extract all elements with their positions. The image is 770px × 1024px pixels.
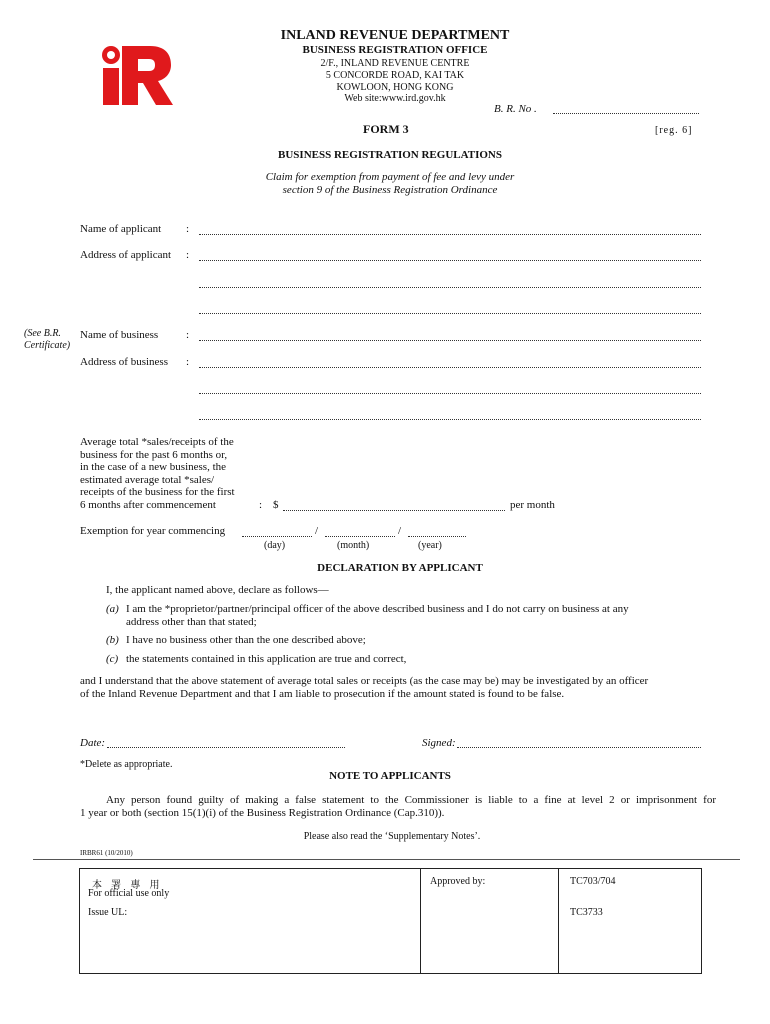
exemption-month-field[interactable] [325, 535, 395, 537]
tc-code-2: TC3733 [570, 907, 603, 918]
reg-ref: [reg. 6] [655, 125, 693, 136]
date-field[interactable] [107, 746, 345, 748]
declaration-title: DECLARATION BY APPLICANT [317, 562, 483, 574]
address-applicant-field-3[interactable] [199, 312, 701, 314]
item-b-text: I have no business other than the one described above; [126, 634, 366, 646]
address-applicant-field-1[interactable] [199, 259, 701, 261]
signed-label: Signed: [422, 737, 456, 749]
logo-text: IR [98, 40, 99, 41]
divider [33, 859, 740, 860]
form-title: FORM 3 [363, 122, 409, 136]
item-c-label: (c) [106, 653, 119, 665]
addr-line3: KOWLOON, HONG KONG [336, 82, 454, 93]
form-code: IRBR61 (10/2010) [80, 849, 133, 857]
item-b-label: (b) [106, 634, 119, 646]
supplementary-note: Please also read the ‘Supplementary Notes’. [303, 831, 481, 842]
date-label: Date: [80, 737, 106, 749]
subtitle-line2: section 9 of the Business Registration Ordinance [282, 184, 498, 196]
item-a-text-2: address other than that stated; [126, 616, 257, 628]
note-text-2: 1 year or both (section 15(1)(i) of the Business Registration Ordinance (Cap.310)). [80, 807, 445, 819]
name-applicant-field[interactable] [199, 233, 701, 235]
br-no-label: B. R. No . [494, 103, 537, 115]
exemption-year-field[interactable] [408, 535, 466, 537]
address-applicant-field-2[interactable] [199, 286, 701, 288]
note-title: NOTE TO APPLICANTS [329, 770, 451, 782]
address-business-field-2[interactable] [199, 392, 701, 394]
colon: : [259, 499, 263, 511]
office-title: BUSINESS REGISTRATION OFFICE [302, 44, 488, 56]
colon: : [186, 329, 190, 341]
month-caption: (month) [337, 540, 370, 551]
name-applicant-label: Name of applicant [80, 223, 162, 235]
slash: / [315, 525, 319, 537]
dept-title: INLAND REVENUE DEPARTMENT [280, 28, 510, 43]
colon: : [186, 249, 190, 261]
exemption-day-field[interactable] [242, 535, 312, 537]
subtitle-line1: Claim for exemption from payment of fee and levy under [265, 171, 515, 183]
name-business-field[interactable] [199, 339, 701, 341]
year-caption: (year) [418, 540, 442, 551]
official-use-box [79, 868, 702, 974]
colon: : [186, 223, 190, 235]
issue-ul-label: Issue UL: [88, 907, 128, 918]
dollar-sign: $ [273, 499, 279, 511]
br-no-field[interactable] [553, 112, 699, 114]
box-divider-2 [558, 869, 559, 973]
address-applicant-label: Address of applicant [80, 249, 172, 261]
note-text-1: Any person found guilty of making a false statement to the Commissioner is liable to a fine at level 2 or imprisonment for [106, 794, 716, 806]
see-br-note-1: (See B.R. [24, 328, 61, 339]
average-sales-field[interactable] [283, 509, 505, 511]
address-business-field-3[interactable] [199, 418, 701, 420]
exemption-label: Exemption for year commencing [80, 525, 226, 537]
signature-field[interactable] [457, 746, 701, 748]
addr-line1: 2/F., INLAND REVENUE CENTRE [320, 58, 470, 69]
box-divider-1 [420, 869, 421, 973]
day-caption: (day) [264, 540, 286, 551]
average-sales-label: Average total *sales/receipts of the business for the past 6 months or, in the case of a new business, the estimated average total *sales/ receipts of the business for the first 6 months after commencement [80, 436, 235, 511]
declaration-intro: I, the applicant named above, declare as follows— [106, 584, 329, 596]
per-month-label: per month [510, 499, 555, 511]
item-c-text: the statements contained in this application are true and correct, [126, 653, 407, 665]
tc-code-1: TC703/704 [570, 876, 616, 887]
item-a-text-1: I am the *proprietor/partner/principal officer of the above described business and I do not carry on business at any [126, 603, 629, 615]
ird-logo [98, 40, 174, 106]
understand-text-1: and I understand that the above statement of average total sales or receipts (as the case may be) may be investigated by an officer [80, 675, 649, 687]
address-business-field-1[interactable] [199, 366, 701, 368]
delete-note: *Delete as appropriate. [80, 759, 173, 770]
colon: : [186, 356, 190, 368]
see-br-note-2: Certificate) [24, 340, 71, 351]
chinese-official-label: 本 署 專 用 [92, 880, 163, 891]
understand-text-2: of the Inland Revenue Department and that I am liable to prosecution if the amount stated is found to be false. [80, 688, 565, 700]
item-a-label: (a) [106, 603, 119, 615]
website: Web site:www.ird.gov.hk [344, 93, 446, 104]
regulations-title: BUSINESS REGISTRATION REGULATIONS [278, 149, 502, 161]
approved-by-label: Approved by: [430, 876, 486, 887]
name-business-label: Name of business [80, 329, 159, 341]
official-use-label: For official use only [88, 888, 170, 899]
addr-line2: 5 CONCORDE ROAD, KAI TAK [325, 70, 465, 81]
slash: / [398, 525, 402, 537]
address-business-label: Address of business [80, 356, 168, 368]
